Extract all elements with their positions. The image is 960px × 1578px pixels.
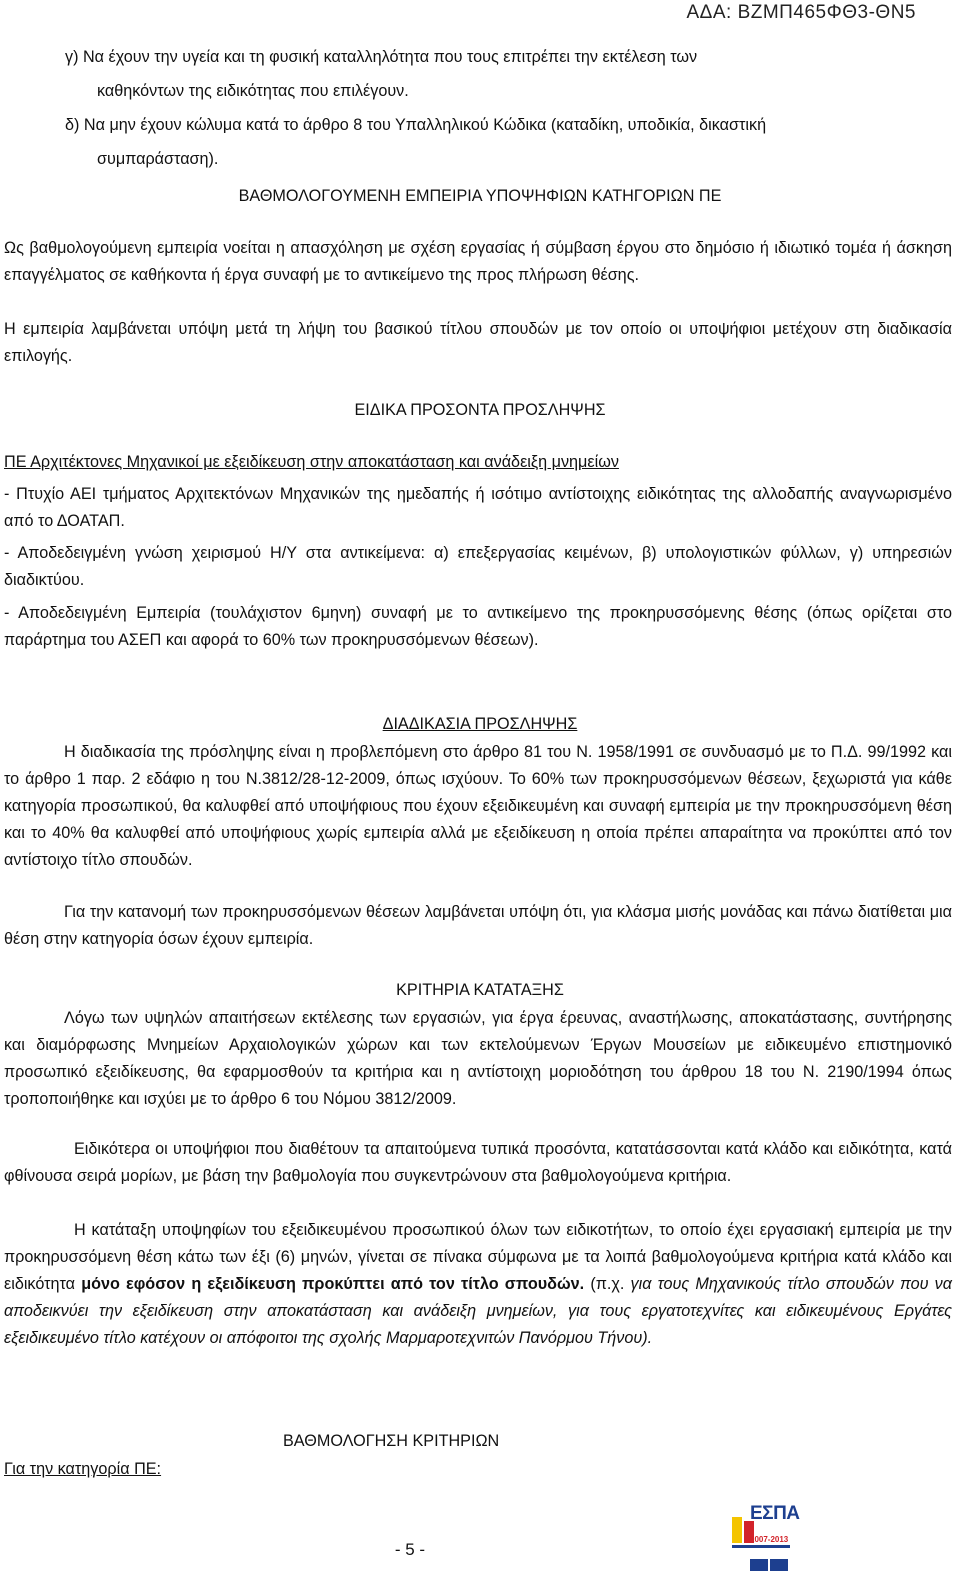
criteria-para3-bold: μόνο εφόσον η εξειδίκευση προκύπτει από τον τίτλο σπουδών. — [81, 1275, 585, 1293]
criteria-para1: Λόγω των υψηλών απαιτήσεων εκτέλεσης των εργασιών, για έργα έρευνας, αναστήλωσης, αποκατάστασης, συντήρησης και διαμόρφωσης Μνημείων Αρχαιολογικών χώρων και των εκτελούμενων Έργων Μουσείων με ειδικευμένο επιστημονικό προσωπικό εξειδίκευσης, θα εφαρμοσθούν τα κριτήρια και η αντίστοιχη μοριοδότηση του άρθρου 18 του Ν. 2190/1994 όπως τροποποιήθηκε και ισχύει με το άρθρο 6 του Νόμου 3812/2009. — [4, 1009, 952, 1108]
experience-para2: Η εμπειρία λαμβάνεται υπόψη μετά τη λήψη του βασικού τίτλου σπουδών με τον οποίο οι υποψήφιοι μετέχουν στη διαδικασία επιλογής. — [4, 320, 952, 365]
eu-flag-icon — [770, 1559, 788, 1571]
procedure-para1: Η διαδικασία της πρόσληψης είναι η προβλεπόμενη στο άρθρο 81 του Ν. 1958/1991 σε συνδυασμό με το Π.Δ. 99/1992 και το άρθρο 1 παρ. 2 εδάφιο η του Ν.3812/28-12-2009, όπως ισχύουν. Το 60% των προκηρυσσόμενων θέσεων, ξεχωριστά για κάθε κατηγορία προσωπικού, θα καλυφθεί από υποψήφιους που έχουν εξειδικευμένη και συναφή εμπειρία με την προκηρυσσόμενη θέση και το 40% θα καλυφθεί από υποψήφιους χωρίς εμπειρία αλλά με εξειδίκευση η οποία πρέπει απαραίτητα να προκύπτει από τον αντίστοιχο τίτλο σπουδών. — [4, 743, 952, 869]
greek-flag-icon — [750, 1559, 768, 1571]
scoring-title: ΒΑΘΜΟΛΟΓΗΣΗ ΚΡΙΤΗΡΙΩΝ — [283, 1432, 500, 1450]
experience-heading: ΒΑΘΜΟΛΟΓΟΥΜΕΝΗ ΕΜΠΕΙΡΙΑ ΥΠΟΨΗΦΙΩΝ ΚΑΤΗΓΟΡΙΩΝ ΠΕ — [238, 187, 722, 205]
experience-para1: Ως βαθμολογούμενη εμπειρία νοείται η απασχόληση με σχέση εργασίας ή σύμβαση έργου στο δημόσιο ή ιδιωτικό τομέα ή άσκηση επαγγέλματος σε καθήκοντα ή έργα συναφή με το αντικείμενο της προς πλήρωση θέσης. — [4, 239, 952, 284]
procedure-para2: Για την κατανομή των προκηρυσσόμενων θέσεων λαμβάνεται υπόψη ότι, για κλάσμα μισής μονάδας και πάνω διατίθεται μια θέση στην κατηγορία όσων έχουν εμπειρία. — [4, 903, 952, 948]
scoring-category-label: Για την κατηγορία ΠΕ: — [4, 1460, 162, 1478]
espa-logo-years: 2007-2013 — [750, 1535, 789, 1544]
qualifications-category: ΠΕ Αρχιτέκτονες Μηχανικοί με εξειδίκευση στην αποκατάσταση και ανάδειξη μνημείων — [4, 453, 619, 471]
intro-d-line1: δ) Να μην έχουν κώλυμα κατά το άρθρο 8 του Υπαλληλικού Κώδικα (καταδίκη, υποδικία, δικαστική — [65, 116, 767, 134]
procedure-heading: ΔΙΑΔΙΚΑΣΙΑ ΠΡΟΣΛΗΨΗΣ — [382, 715, 578, 733]
criteria-para3-example-prefix: (π.χ. — [584, 1275, 631, 1293]
intro-d-line2: συμπαράσταση). — [97, 150, 219, 168]
criteria-para3 — [4, 1217, 952, 1352]
intro-g-line1: γ) Να έχουν την υγεία και τη φυσική καταλληλότητα που τους επιτρέπει την εκτέλεση των — [65, 48, 698, 66]
criteria-para3-text: Η κατάταξη υποψηφίων του εξειδικευμένου προσωπικού όλων των ειδικοτήτων, το οποίο έχει εργασιακή εμπειρία με την προκηρυσσόμενη θέση κάτω των έξι (6) μηνών, γίνεται σε πίνακα σύμφωνα με τα λοιπά βαθμολογούμενα κριτήρια κατά κλάδο και ειδικότητα — [4, 1221, 952, 1293]
intro-g-line2: καθηκόντων της ειδικότητας που επιλέγουν. — [97, 82, 409, 100]
qualification-item-2: - Αποδεδειγμένη γνώση χειρισμού Η/Υ στα αντικείμενα: α) επεξεργασίας κειμένων, β) υπολογιστικών φύλλων, γ) υπηρεσιών διαδικτύου. — [4, 544, 952, 589]
qualification-item-1: - Πτυχίο ΑΕΙ τμήματος Αρχιτεκτόνων Μηχανικών της ημεδαπής ή ισότιμο αντίστοιχης ειδικότητας της αλλοδαπής αναγνωρισμένο από το ΔΟΑΤΑΠ. — [4, 485, 952, 530]
ada-code: ΑΔΑ: ΒΖΜΠ465ΦΘ3-ΘΝ5 — [686, 2, 916, 23]
page-number: - 5 - — [394, 1540, 426, 1559]
criteria-para3-italic: για τους Μηχανικούς τίτλο σπουδών που να αποδεικνύει την εξειδίκευση στην αποκατάσταση και ανάδειξη μνημείων, για τους εργατοτεχνίτες και ειδικευμένους Εργάτες εξειδικευμένο τίτλο κατέχουν οι απόφοιτοι της σχολής Μαρμαροτεχνιτών Πανόρμου Τήνου). — [4, 1275, 952, 1347]
qualification-item-3: - Αποδεδειγμένη Εμπειρία (τουλάχιστον 6μηνη) συναφή με το αντικείμενο της προκηρυσσόμενης θέσης (όπως ορίζεται στο παράρτημα του ΑΣΕΠ και αφορά το 60% των προκηρυσσόμενων θέσεων). — [4, 604, 952, 649]
espa-logo — [728, 1497, 800, 1573]
qualifications-heading: ΕΙΔΙΚΑ ΠΡΟΣΟΝΤΑ ΠΡΟΣΛΗΨΗΣ — [354, 401, 606, 419]
criteria-para2: Ειδικότερα οι υποψήφιοι που διαθέτουν τα απαιτούμενα τυπικά προσόντα, κατατάσσονται κατά κλάδο και ειδικότητα, κατά φθίνουσα σειρά μορίων, με βάση την βαθμολογία που συγκεντρώνουν στα βαθμολογούμενα κριτήρια. — [4, 1140, 952, 1185]
criteria-heading: ΚΡΙΤΗΡΙΑ ΚΑΤΑΤΑΞΗΣ — [396, 981, 564, 999]
espa-logo-text: ΕΣΠΑ — [750, 1503, 800, 1524]
